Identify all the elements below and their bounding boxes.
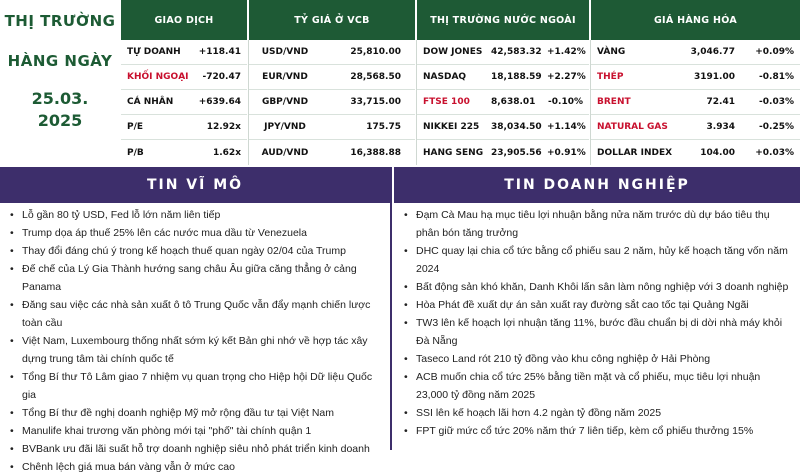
table-row: [249, 140, 415, 165]
fx-pair: AUD/VND: [261, 147, 309, 158]
commodity-change: +0.09%: [755, 47, 794, 57]
corp-news-section: [394, 167, 800, 450]
index-name: NASDAQ: [423, 72, 467, 82]
trading-header: GIAO DỊCH: [121, 0, 247, 40]
index-value: 23,905.56: [491, 147, 542, 158]
trading-rows: [121, 40, 247, 165]
trading-label: TỰ DOANH: [127, 47, 181, 57]
commodities-rows: [591, 40, 800, 165]
commodity-name: NATURAL GAS: [597, 122, 668, 132]
table-row: [249, 115, 415, 140]
news-item[interactable]: • ACB muốn chia cổ tức 25% bằng tiền mặt và cổ phiếu, mục tiêu lợi nhuận 23,000 tỷ đồng năm 2025: [404, 368, 794, 404]
commodity-price: 104.00: [700, 147, 735, 158]
date-year: 2025: [37, 111, 83, 130]
trading-value: -720.47: [202, 72, 241, 82]
table-row: [121, 90, 247, 115]
trading-value: 1.62x: [212, 147, 241, 158]
commodity-change: +0.03%: [755, 147, 794, 158]
index-value: 8,638.01: [491, 97, 536, 107]
table-row: [417, 115, 589, 140]
table-row: [121, 65, 247, 90]
news-item[interactable]: • FPT giữ mức cổ tức 20% năm thứ 7 liên tiếp, kèm cổ phiếu thưởng 15%: [404, 422, 794, 440]
news-item[interactable]: • Lỗ gần 80 tỷ USD, Fed lỗ lớn năm liên tiếp: [10, 206, 384, 224]
table-row: [249, 65, 415, 90]
index-change: +0.91%: [547, 147, 586, 158]
table-row: [121, 140, 247, 165]
macro-news-section: [0, 167, 392, 473]
table-row: [417, 90, 589, 115]
news-item[interactable]: • Tổng Bí thư Tô Lâm giao 7 nhiệm vụ quan trọng cho Hiệp hội Dữ liệu Quốc gia: [10, 368, 384, 404]
news-item[interactable]: • TW3 lên kế hoạch lợi nhuận tăng 11%, bước đầu chuẩn bị di dời nhà máy khỏi Đà Nẵng: [404, 314, 794, 350]
trading-label: KHỐI NGOẠI: [127, 72, 189, 82]
index-change: +1.42%: [547, 47, 586, 57]
trading-panel: [121, 0, 247, 165]
trading-value: +639.64: [198, 97, 241, 107]
date-day-month: 25.03.: [31, 89, 89, 108]
commodity-price: 3,046.77: [690, 47, 735, 57]
news-item[interactable]: • Chênh lệch giá mua bán vàng vẫn ở mức cao: [10, 458, 384, 476]
index-name: DOW JONES: [423, 47, 483, 57]
macro-news-list: [0, 203, 390, 476]
news-item[interactable]: • Bất động sản khó khăn, Danh Khôi lấn sân làm nông nghiệp với 3 doanh nghiệp: [404, 278, 794, 296]
table-row: [591, 40, 800, 65]
index-value: 42,583.32: [491, 47, 542, 57]
commodities-header: GIÁ HÀNG HÓA: [591, 0, 800, 40]
fx-rate: 33,715.00: [350, 97, 401, 107]
commodity-change: -0.03%: [759, 97, 794, 107]
commodity-name: THÉP: [597, 72, 624, 82]
news-item[interactable]: • Việt Nam, Luxembourg thống nhất sớm ký kết Bản ghi nhớ về hợp tác xây dựng trung tâm tài chính quốc tế: [10, 332, 384, 368]
trading-value: 12.92x: [206, 122, 241, 132]
commodity-price: 72.41: [706, 97, 735, 107]
trading-label: P/E: [127, 122, 144, 132]
commodity-price: 3.934: [706, 122, 735, 132]
trading-label: P/B: [127, 147, 144, 158]
report-date: [0, 88, 120, 132]
commodity-name: DOLLAR INDEX: [597, 147, 673, 158]
commodity-price: 3191.00: [694, 72, 735, 82]
commodity-name: BRENT: [597, 97, 631, 107]
table-row: [591, 115, 800, 140]
foreign-market-panel: [417, 0, 589, 165]
index-name: HANG SENG: [423, 147, 484, 158]
index-change: -0.10%: [548, 97, 583, 107]
index-name: NIKKEI 225: [423, 122, 480, 132]
corp-news-header: TIN DOANH NGHIỆP: [394, 167, 800, 203]
table-row: [591, 140, 800, 165]
fx-header: TỶ GIÁ Ở VCB: [249, 0, 415, 40]
table-row: [417, 40, 589, 65]
fx-pair: GBP/VND: [261, 97, 309, 107]
foreign-rows: [417, 40, 589, 165]
fx-rate: 16,388.88: [350, 147, 401, 158]
index-change: +1.14%: [547, 122, 586, 132]
news-item[interactable]: • Thay đổi đáng chú ý trong kế hoạch thuế quan ngày 02/04 của Trump: [10, 242, 384, 260]
fx-pair: JPY/VND: [264, 122, 306, 132]
news-item[interactable]: • Đăng sau việc các nhà sản xuất ô tô Trung Quốc vẫn đẩy mạnh chiến lược toàn cầu: [10, 296, 384, 332]
index-value: 18,188.59: [491, 72, 542, 82]
index-change: +2.27%: [547, 72, 586, 82]
commodity-change: -0.81%: [759, 72, 794, 82]
news-item[interactable]: • BVBank ưu đãi lãi suất hỗ trợ doanh nghiệp siêu nhỏ phát triển kinh doanh: [10, 440, 384, 458]
commodities-panel: [591, 0, 800, 165]
page-title-line2: HÀNG NGÀY: [7, 52, 113, 70]
news-item[interactable]: • Trump dọa áp thuế 25% lên các nước mua dầu từ Venezuela: [10, 224, 384, 242]
fx-rate: 175.75: [366, 122, 401, 132]
news-item[interactable]: • Manulife khai trương văn phòng mới tại "phố" tài chính quận 1: [10, 422, 384, 440]
news-item[interactable]: • Đế chế của Lý Gia Thành hướng sang châu Âu giữa căng thẳng ở cảng Panama: [10, 260, 384, 296]
commodity-name: VÀNG: [597, 47, 626, 57]
table-row: [121, 40, 247, 65]
corp-news-list: [394, 203, 800, 440]
foreign-header: THỊ TRƯỜNG NƯỚC NGOÀI: [417, 0, 589, 40]
news-item[interactable]: • Tổng Bí thư đề nghị doanh nghiệp Mỹ mở rộng đầu tư tại Việt Nam: [10, 404, 384, 422]
page-title-line1: THỊ TRƯỜNG: [4, 12, 116, 30]
index-value: 38,034.50: [491, 122, 542, 132]
fx-rate: 25,810.00: [350, 47, 401, 57]
macro-news-header: TIN VĨ MÔ: [0, 167, 390, 203]
trading-label: CÁ NHÂN: [127, 97, 174, 107]
fx-panel: [249, 0, 415, 165]
news-item[interactable]: • Taseco Land rót 210 tỷ đồng vào khu công nghiệp ở Hải Phòng: [404, 350, 794, 368]
title-block: [0, 0, 120, 165]
table-row: [591, 65, 800, 90]
news-item[interactable]: • Đạm Cà Mau hạ mục tiêu lợi nhuận bằng nửa năm trước dù dự báo tiêu thụ phân bón tăng trưởng: [404, 206, 794, 242]
table-row: [417, 65, 589, 90]
table-row: [249, 90, 415, 115]
table-row: [417, 140, 589, 165]
news-item[interactable]: • SSI lên kế hoạch lãi hơn 4.2 ngàn tỷ đồng năm 2025: [404, 404, 794, 422]
fx-rate: 28,568.50: [350, 72, 401, 82]
fx-rows: [249, 40, 415, 165]
commodity-change: -0.25%: [759, 122, 794, 132]
trading-value: +118.41: [198, 47, 241, 57]
index-name: FTSE 100: [423, 97, 470, 107]
table-row: [591, 90, 800, 115]
news-item[interactable]: • Hòa Phát đề xuất dự án sản xuất ray đường sắt cao tốc tại Quảng Ngãi: [404, 296, 794, 314]
fx-pair: USD/VND: [261, 47, 309, 57]
table-row: [249, 40, 415, 65]
news-item[interactable]: • DHC quay lại chia cổ tức bằng cổ phiếu sau 2 năm, hủy kế hoạch tăng vốn năm 2024: [404, 242, 794, 278]
table-row: [121, 115, 247, 140]
fx-pair: EUR/VND: [262, 72, 308, 82]
